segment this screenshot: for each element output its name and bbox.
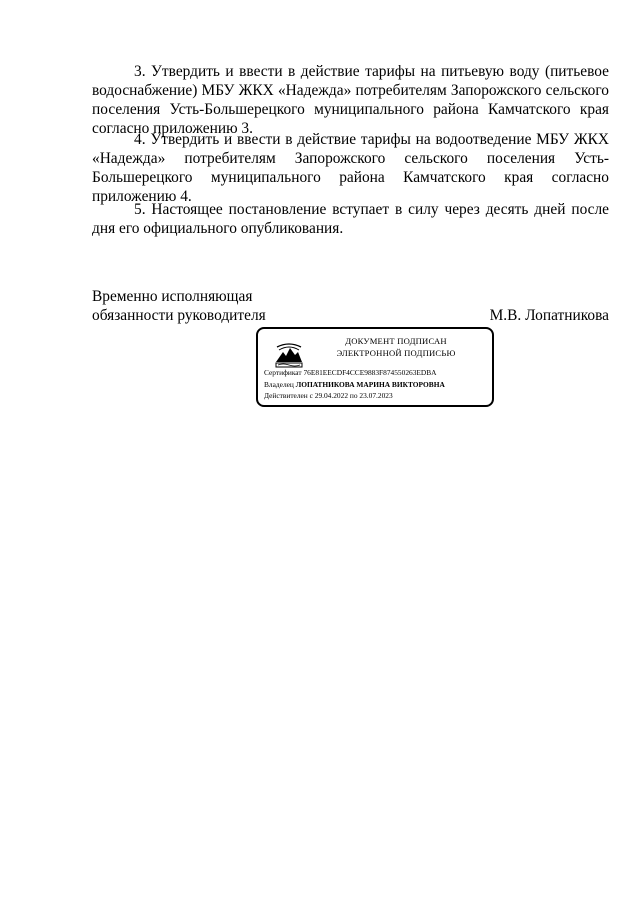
valid-from: 29.04.2022 bbox=[314, 391, 349, 400]
valid-to: 23.07.2023 bbox=[359, 391, 393, 400]
owner-value: ЛОПАТНИКОВА МАРИНА ВИКТОРОВНА bbox=[295, 380, 445, 389]
certificate-label: Сертификат bbox=[264, 368, 302, 377]
paragraph-4: 4. Утвердить и ввести в действие тарифы на водоотведение МБУ ЖКХ «Надежда» потребителям Запорожского сельского поселения Усть-Большерецкого муниципального района Камчатского края согласно приложению 4. bbox=[92, 131, 609, 205]
signatory-position bbox=[92, 287, 266, 325]
stamp-certificate-line bbox=[264, 368, 437, 378]
valid-to-label: по bbox=[349, 391, 358, 400]
position-line-2: обязанности руководителя bbox=[92, 307, 266, 324]
paragraph-5: 5. Настоящее постановление вступает в силу через десять дней после дня его официального опубликования. bbox=[92, 201, 609, 237]
paragraph-3: 3. Утвердить и ввести в действие тарифы на питьевую воду (питьевое водоснабжение) МБУ ЖКХ «Надежда» потребителям Запорожского сельского поселения Усть-Большерецкого муниципального района Камчатского края согласно приложению 3. bbox=[92, 63, 609, 137]
electronic-signature-stamp bbox=[256, 327, 494, 407]
certificate-value: 76E81EECDF4CCE9883F874550263EDBA bbox=[303, 368, 437, 377]
stamp-header-line-2: ЭЛЕКТРОННОЙ ПОДПИСЬЮ bbox=[336, 348, 456, 358]
signatory-name: М.В. Лопатникова bbox=[489, 307, 609, 324]
kamchatka-emblem-icon bbox=[274, 339, 304, 369]
stamp-validity-line bbox=[264, 391, 393, 401]
valid-label: Действителен с bbox=[264, 391, 313, 400]
stamp-owner-line bbox=[264, 380, 445, 390]
owner-label: Владелец bbox=[264, 380, 294, 389]
position-line-1: Временно исполняющая bbox=[92, 288, 253, 305]
stamp-header-line-1: ДОКУМЕНТ ПОДПИСАН bbox=[345, 336, 447, 346]
